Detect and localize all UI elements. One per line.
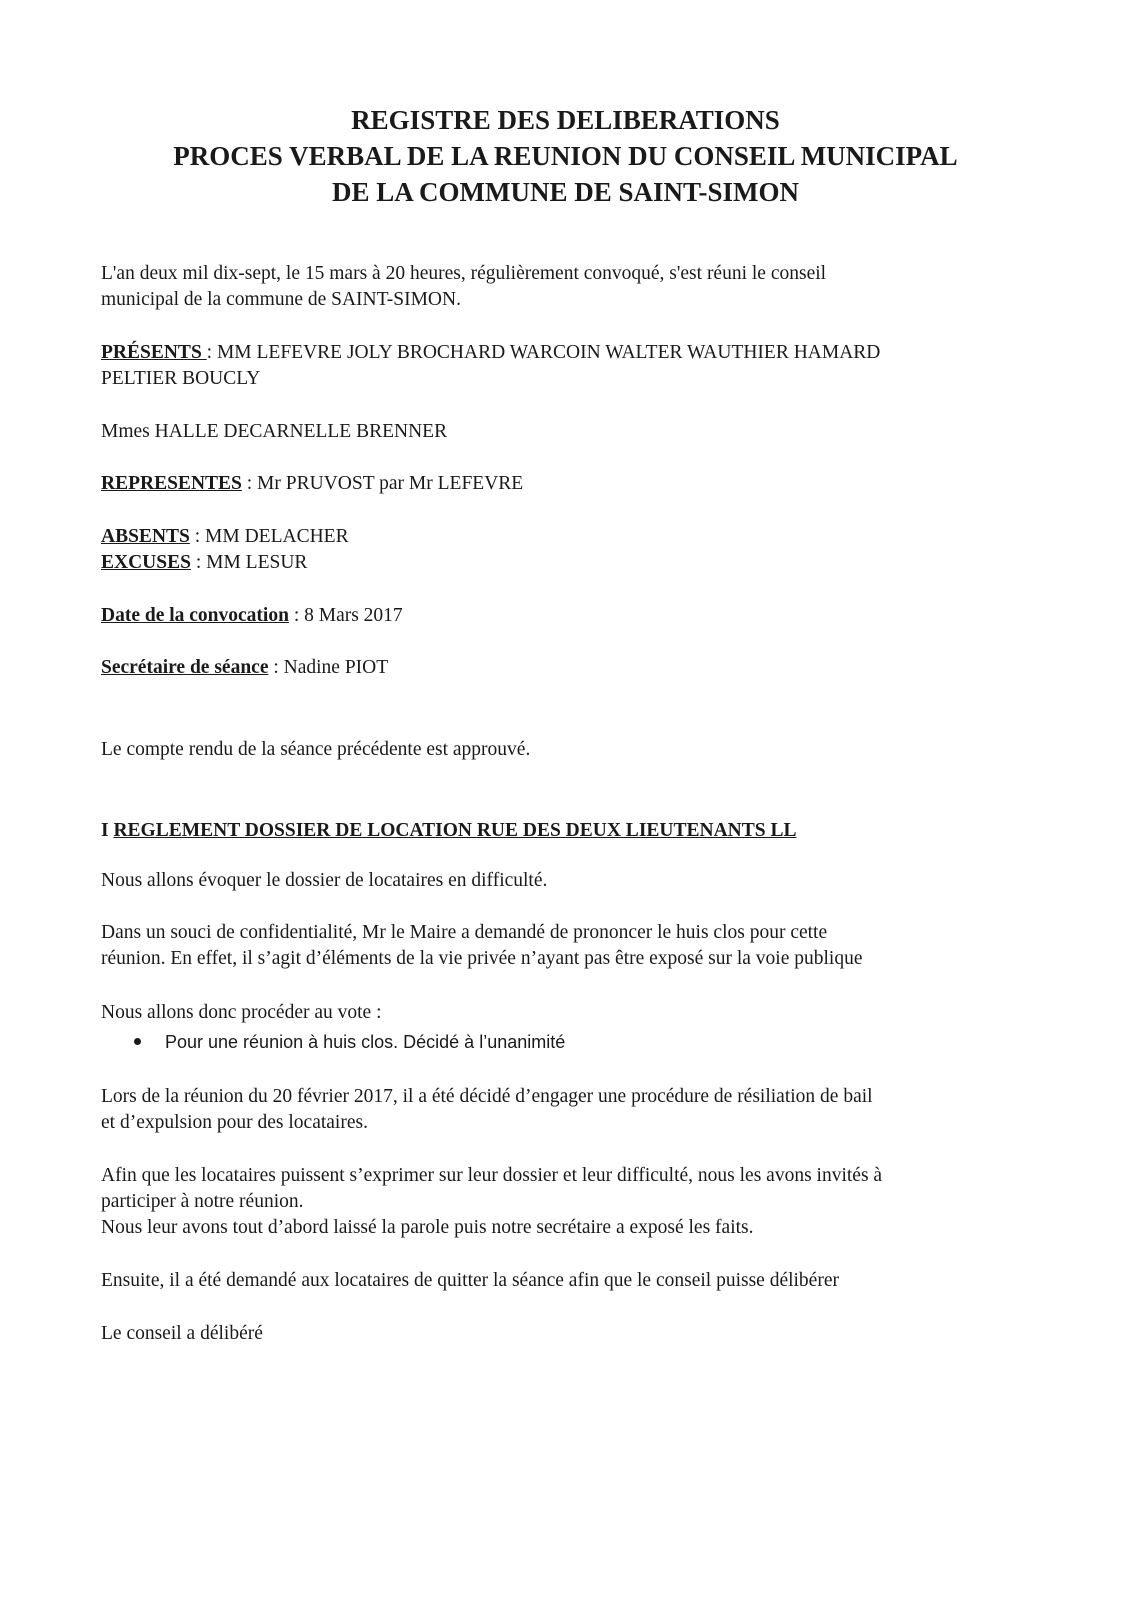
body-paragraph-1: Nous allons évoquer le dossier de locataires en difficulté. [101, 870, 548, 891]
excuses-value: : MM LESUR [190, 552, 308, 573]
vote-list-item-text: Pour une réunion à huis clos. Décidé à l’unanimité [165, 1032, 566, 1052]
section-title: REGLEMENT DOSSIER DE LOCATION RUE DES DEUX LIEUTENANTS LL [113, 820, 797, 841]
convocation-value: : 8 Mars 2017 [288, 605, 403, 626]
absents-excuses-block [101, 524, 1031, 576]
presents-label: PRÉSENTS [101, 342, 207, 363]
body-p2-line-2: réunion. En effet, il s’agit d’éléments de la vie privée n’ayant pas être exposé sur la voie publique [101, 948, 863, 969]
section-heading [101, 818, 797, 844]
title-line-3: DE LA COMMUNE DE SAINT-SIMON [331, 177, 800, 207]
body-p2-line-1: Dans un souci de confidentialité, Mr le Maire a demandé de prononcer le huis clos pour cette [101, 922, 828, 943]
document-title [0, 102, 1131, 210]
intro-line-2: municipal de la commune de SAINT-SIMON. [101, 289, 461, 310]
absents-value: : MM DELACHER [189, 526, 349, 547]
bullet-icon [134, 1038, 141, 1045]
secretaire-line [101, 655, 1031, 681]
body-p4-line-2: et d’expulsion pour des locataires. [101, 1112, 368, 1133]
body-paragraph-3: Nous allons donc procéder au vote : [101, 1002, 382, 1023]
body-paragraph-6: Ensuite, il a été demandé aux locataires de quitter la séance afin que le conseil puisse délibérer [101, 1270, 839, 1291]
excuses-label: EXCUSES [101, 552, 191, 573]
body-paragraph-2 [101, 920, 1031, 972]
convocation-line [101, 603, 1031, 629]
title-line-2: PROCES VERBAL DE LA REUNION DU CONSEIL MUNICIPAL [173, 141, 958, 171]
body-p5-line-3: Nous leur avons tout d’abord laissé la parole puis notre secrétaire a exposé les faits. [101, 1217, 754, 1238]
title-line-1: REGISTRE DES DELIBERATIONS [351, 105, 780, 135]
absents-label: ABSENTS [101, 526, 190, 547]
representes-value: : Mr PRUVOST par Mr LEFEVRE [241, 473, 524, 494]
representes-label: REPRESENTES [101, 473, 242, 494]
body-paragraph-4 [101, 1084, 1031, 1136]
body-p5-line-2: participer à notre réunion. [101, 1191, 304, 1212]
vote-list-item [134, 1030, 565, 1054]
body-paragraph-5 [101, 1163, 1031, 1241]
section-number: I [101, 820, 114, 841]
body-paragraph-7: Le conseil a délibéré [101, 1323, 263, 1344]
presents-value-2: PELTIER BOUCLY [101, 368, 261, 389]
secretaire-label: Secrétaire de séance [101, 657, 269, 678]
presents-value-1: : MM LEFEVRE JOLY BROCHARD WARCOIN WALTER WAUTHIER HAMARD [206, 342, 881, 363]
body-p5-line-1: Afin que les locataires puissent s’exprimer sur leur dossier et leur difficulté, nous les avons invités à [101, 1165, 883, 1186]
presents-paragraph [101, 340, 1031, 392]
secretaire-value: : Nadine PIOT [268, 657, 389, 678]
intro-line-1: L'an deux mil dix-sept, le 15 mars à 20 heures, régulièrement convoqué, s'est réuni le conseil [101, 263, 827, 284]
mmes-line: Mmes HALLE DECARNELLE BRENNER [101, 421, 448, 442]
intro-paragraph [101, 261, 1031, 313]
body-p4-line-1: Lors de la réunion du 20 février 2017, il a été décidé d’engager une procédure de résiliation de bail [101, 1086, 873, 1107]
approval-line: Le compte rendu de la séance précédente est approuvé. [101, 739, 531, 760]
representes-line [101, 471, 1031, 497]
convocation-label: Date de la convocation [101, 605, 289, 626]
